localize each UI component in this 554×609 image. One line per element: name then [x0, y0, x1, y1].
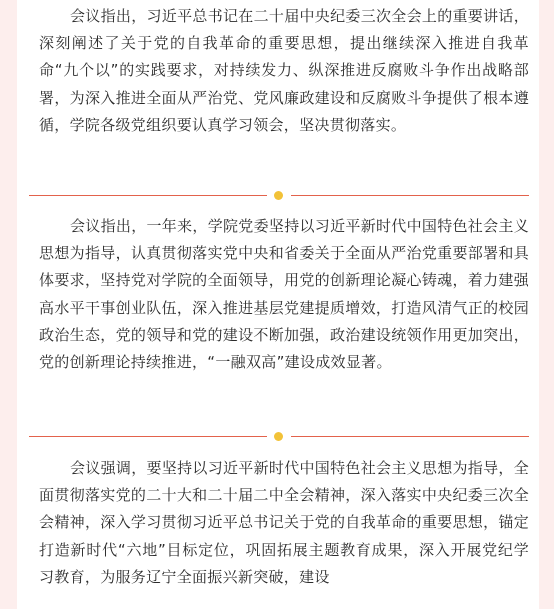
paragraph-2: 会议指出，一年来，学院党委坚持以习近平新时代中国特色社会主义思想为指导，认真贯彻落实党中央和省委关于全面从严治党重要部署和具体要求，坚持党对学院的全面领导，用党的创新理论凝心铸魂，着力建强高水平干事创业队伍，深入推进基层党建提质增效，打造风清气正的校园政治生态，党的领导和党的建设不断加强，政治建设统领作用更加突出，党的创新理论持续推进，“一融双高”建设成效显著。	[39, 217, 530, 372]
divider-dot-icon	[274, 432, 283, 441]
section-divider-1	[29, 191, 529, 201]
divider-line	[291, 436, 529, 437]
divider-dot-icon	[274, 191, 283, 200]
divider-line	[29, 436, 267, 437]
paragraph-1: 会议指出，习近平总书记在二十届中央纪委三次全会上的重要讲话，深刻阐述了关于党的自我革命的重要思想，提出继续深入推进自我革命“九个以”的实践要求，对持续发力、纵深推进反腐败斗争作出战略部署，为深入推进全面从严治党、党风廉政建设和反腐败斗争提供了根本遵循，学院各级党组织要认真学习领会，坚决贯彻落实。	[39, 7, 530, 134]
article-page	[17, 0, 539, 609]
paragraph-3: 会议强调，要坚持以习近平新时代中国特色社会主义思想为指导，全面贯彻落实党的二十大和二十届二中全会精神，深入落实中央纪委三次全会精神，深入学习贯彻习近平总书记关于党的自我革命的重要思想，锚定打造新时代“六地”目标定位，巩固拓展主题教育成果，深入开展党纪学习教育，为服务辽宁全面振兴新突破，建设	[39, 459, 530, 586]
divider-line	[291, 195, 529, 196]
section-divider-2	[29, 432, 529, 442]
divider-line	[29, 195, 267, 196]
